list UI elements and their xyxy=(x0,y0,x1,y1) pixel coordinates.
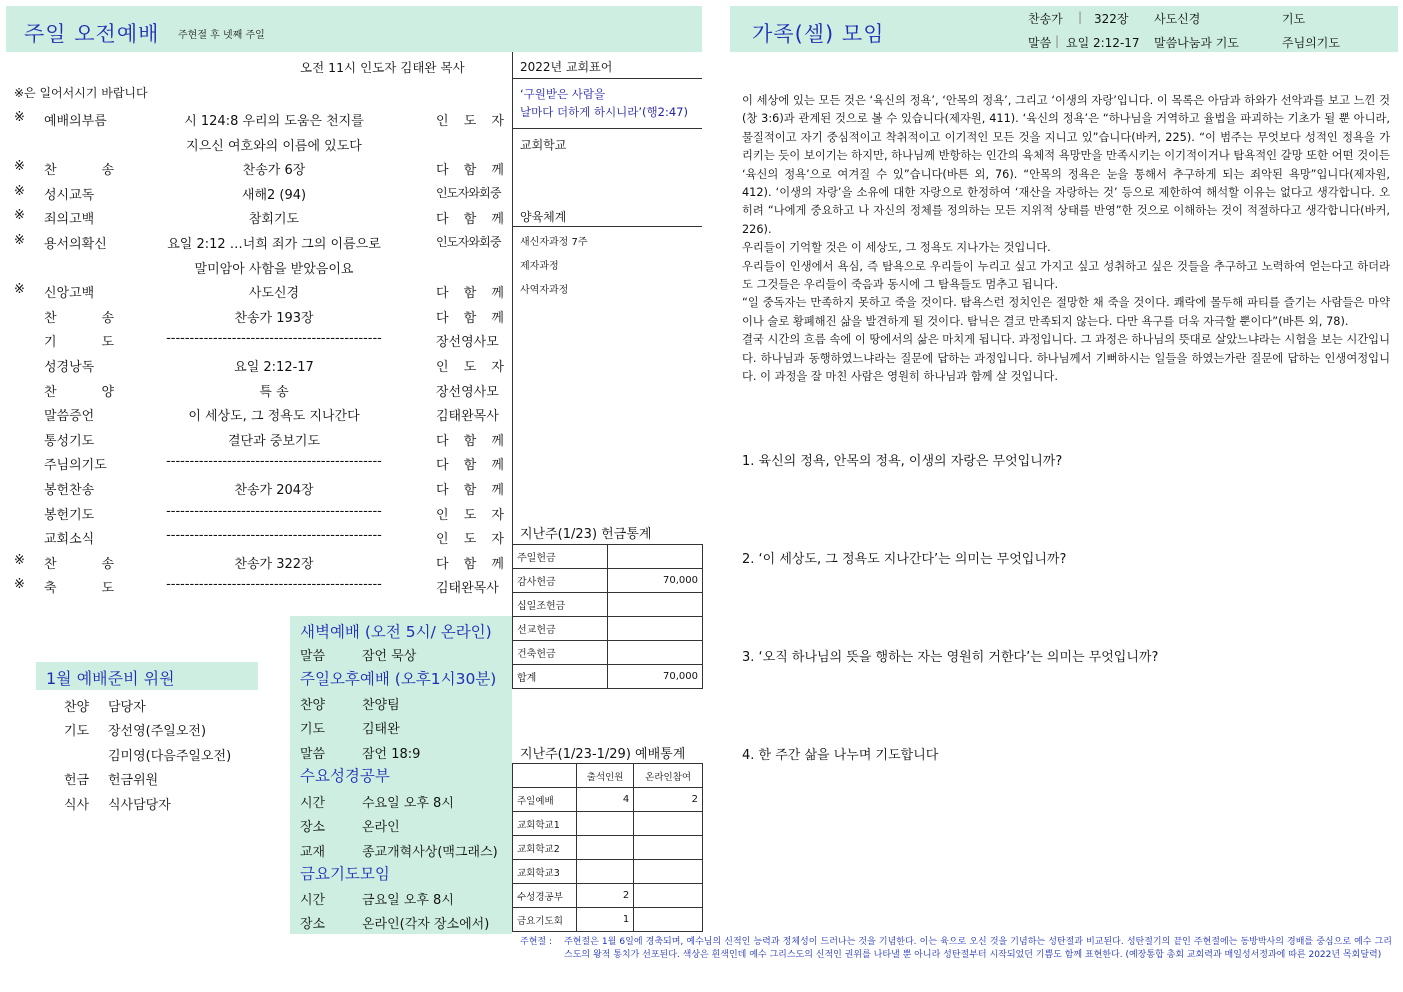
row-value: 온라인 xyxy=(362,820,400,836)
row-label: 장소 xyxy=(300,917,326,933)
attendance-row xyxy=(513,788,703,812)
row-value: 금요일 오후 8시 xyxy=(362,893,454,908)
order-item-name: 예배의부름 xyxy=(44,114,107,129)
dawn-service-title: 새벽예배 (오전 5시/ 온라인) xyxy=(300,623,492,641)
footnote-label: 주현절 : xyxy=(520,937,552,947)
family-grid-cell: 기도 xyxy=(1282,12,1306,26)
offering-title: 지난주(1/23) 헌금통계 xyxy=(520,527,652,542)
order-row xyxy=(0,475,512,499)
offering-row xyxy=(513,641,703,665)
order-item-name: 축 도 xyxy=(44,581,114,597)
offering-value xyxy=(608,641,703,665)
family-grid-cell: 주님의기도 xyxy=(1282,36,1340,50)
course-item: 제자과정 xyxy=(520,261,559,272)
order-item-content: 시 124:8 우리의 도움은 천지를 xyxy=(184,114,364,129)
attendance-header-row xyxy=(513,764,703,788)
order-item-content: ---------------------------------------------- xyxy=(166,331,382,347)
order-item-name: 말씀증언 xyxy=(44,409,95,425)
offering-value: 70,000 xyxy=(608,665,703,689)
order-row xyxy=(0,254,512,278)
family-grid-cell: 말씀 xyxy=(1028,36,1052,50)
offering-value xyxy=(608,593,703,617)
offering-value: 70,000 xyxy=(608,569,703,593)
row-label: 시간 xyxy=(300,893,326,908)
order-item-leader: 다 함 께 xyxy=(436,163,504,179)
row-value: 김태완 xyxy=(362,722,400,738)
order-item-leader: 다 함 께 xyxy=(436,286,504,302)
prep-role: 찬양 xyxy=(64,700,90,715)
footnote-text: 주현절은 1월 6일에 경축되며, 예수님의 신적인 능력과 정체성이 드러나는 것을 기념한다. 이는 육으로 오신 것을 기념하는 성탄절과 비교된다. 성탄절기의 끝인 주현절에는 동방박사의 경배를 중심으로 예수 그리스도의 왕적 통치가 선포된다. 색상은 흰색인데 예수 그리스도의 신적인 권위를 나타낼 뿐 아니라 성탄절부터 시작되었던 기쁨도 함께 표현한다. (예장통합 총회 교회력과 매일성서정과에 따른 2022년 목회달력) xyxy=(564,937,1392,960)
attendance-row xyxy=(513,884,703,908)
article-paragraph: 결국 시간의 흐름 속에 이 땅에서의 삶은 마치게 됩니다. 과정입니다. 그 과정은 하나님의 뜻대로 살았느냐라는 시험을 보는 시간입니다. 하나님과 동행하였느냐라는 질문에 답하는 과정입니다. 하나님께서 기뻐하시는 일들을 하였는가란 질문에 답하는 인생여정입니다. 이 과정을 잘 마친 사람은 영원히 하나님과 함께 살 것입니다. xyxy=(742,333,1390,384)
page-subtitle: 주현절 후 넷째 주일 xyxy=(178,30,265,41)
attendance-label: 수성경공부 xyxy=(513,884,577,908)
order-item-content: 특 송 xyxy=(259,384,289,400)
wednesday-study-title: 수요성경공부 xyxy=(300,767,390,785)
order-item-content: ---------------------------------------------- xyxy=(166,577,382,593)
column-divider xyxy=(512,52,513,619)
offering-row xyxy=(513,569,703,593)
attendance-label: 금요기도회 xyxy=(513,908,577,932)
attendance-value xyxy=(634,836,703,860)
prep-committee-title-bar xyxy=(36,662,258,690)
article-paragraph: 이 세상에 있는 모든 것은 ‘육신의 정욕’, ‘안목의 정욕’, 그리고 ‘이생의 자랑’입니다. 이 목록은 아담과 하와가 선악과를 보고 느낀 것(창 3:6)과 관계된 것으로 볼 수 있습니다(제자원, 411). ‘육신의 정욕’은 “하나님을 거역하고 율법을 파괴하는 기초가 될 뿐 아니라, 물질적이고 자기 중심적이고 착취적이고 이기적인 모든 것을 지니고 있”습니다(바커, 225). “이 범주는 무엇보다 성적인 정욕을 가리키는 듯이 보이기는 하지만, 하나님께 반항하는 인간의 육체적 욕망만을 만족시키는 이기적이거나 탐욕적인 갈망 또한 어떤 것이든 ‘육신의 정욕’으로 여겨질 수 있”습니다(바튼 외, 76). “안목의 정욕은 눈을 통해서 추구하게 되는 죄악된 욕망”입니다(제자원, 412). ‘이생의 자랑’을 소유에 대한 자랑으로 한정하여 ‘재산을 자랑하는 것’ 등으로 제한하여 해석할 이유는 없다고 생각합니다. 오히려 “나에게 중요하고 나 자신의 정체를 정의하는 모든 지위적 상태를 반영”한 것으로 이해하는 것이 적절하다고 생각합니다(바커, 226). xyxy=(742,94,1390,236)
row-label: 말씀 xyxy=(300,746,326,762)
prep-person: 김미영(다음주일오전) xyxy=(108,748,232,764)
order-item-content: 참회기도 xyxy=(248,212,300,228)
attendance-header: 출석인원 xyxy=(577,764,634,788)
attendance-value xyxy=(634,884,703,908)
order-item-content: 말미암아 사함을 받았음이요 xyxy=(194,261,354,277)
attendance-label: 교회학교3 xyxy=(513,860,577,884)
stand-mark: ※ xyxy=(14,282,25,298)
order-row xyxy=(0,500,512,524)
prep-role: 기도 xyxy=(64,724,90,740)
attendance-value xyxy=(577,812,634,836)
row-label: 장소 xyxy=(300,820,326,836)
order-row xyxy=(0,229,512,253)
order-item-leader: 김태완목사 xyxy=(436,581,499,597)
school-label: 교회학교 xyxy=(520,138,567,152)
stand-mark: ※ xyxy=(14,110,25,125)
offering-table xyxy=(512,544,703,689)
question-1: 1. 육신의 정욕, 안목의 정욕, 이생의 자랑은 무엇입니까? xyxy=(742,454,1063,469)
order-item-name: 신앙고백 xyxy=(44,286,95,302)
order-row xyxy=(0,106,512,130)
order-item-name: 기 도 xyxy=(44,335,114,351)
order-item-content: 사도신경 xyxy=(248,286,300,302)
stand-mark: ※ xyxy=(14,208,25,224)
order-item-leader: 인 도 자 xyxy=(436,360,504,375)
order-row xyxy=(0,426,512,450)
order-row xyxy=(0,377,512,401)
nurture-label: 양육체계 xyxy=(520,210,567,224)
attendance-label: 주일예배 xyxy=(513,788,577,812)
order-item-leader: 다 함 께 xyxy=(436,310,504,326)
attendance-row xyxy=(513,908,703,932)
prep-person: 헌금위원 xyxy=(108,773,159,789)
order-row xyxy=(0,524,512,548)
prep-person: 담당자 xyxy=(108,700,146,715)
stand-mark: ※ xyxy=(14,577,25,593)
attendance-row xyxy=(513,812,703,836)
row-value: 온라인(각자 장소에서) xyxy=(362,917,490,933)
sermon-article xyxy=(742,92,1390,387)
attendance-row xyxy=(513,836,703,860)
article-paragraph: 우리들이 인생에서 욕심, 즉 탐욕으로 우리들이 누리고 싶고 가지고 싶고 성취하고 싶은 것들을 추구하고 노력하여 얻는다고 하더라도 그것들은 우리들이 죽음과 동시에 그 탐욕들도 멈추고 됩니다. xyxy=(742,259,1390,292)
page-title: 주일 오전예배 xyxy=(24,22,160,46)
attendance-value xyxy=(634,908,703,932)
order-item-leader: 다 함 께 xyxy=(436,458,504,474)
family-grid-cell: 찬송가 xyxy=(1028,12,1063,26)
prep-committee-title: 1월 예배준비 위원 xyxy=(46,669,175,688)
stand-mark: ※ xyxy=(14,552,25,568)
order-item-leader: 다 함 께 xyxy=(436,483,504,498)
row-value: 수요일 오후 8시 xyxy=(362,796,454,811)
divider xyxy=(512,78,702,79)
services-block xyxy=(290,616,512,934)
order-item-name: 찬 송 xyxy=(44,556,114,572)
order-item-leader: 김태완목사 xyxy=(436,409,499,425)
afternoon-service-title: 주일오후예배 (오후1시30분) xyxy=(300,670,497,688)
stand-mark: ※ xyxy=(14,183,25,199)
course-item: 사역자과정 xyxy=(520,285,569,296)
row-label: 찬양 xyxy=(300,698,326,713)
row-value: 종교개혁사상(맥그래스) xyxy=(362,844,498,860)
article-paragraph: 우리들이 기억할 것은 이 세상도, 그 정욕도 지나가는 것입니다. xyxy=(742,241,1051,255)
question-4: 4. 한 주간 삶을 나누며 기도합니다 xyxy=(742,748,939,763)
order-item-name: 죄의고백 xyxy=(44,212,95,228)
order-item-name: 찬 양 xyxy=(44,384,114,400)
row-label: 기도 xyxy=(300,722,326,738)
prep-person: 장선영(주일오전) xyxy=(108,724,207,740)
offering-label: 주일헌금 xyxy=(513,545,608,569)
question-2: 2. ‘이 세상도, 그 정욕도 지나간다’는 의미는 무엇입니까? xyxy=(742,552,1067,567)
order-item-name: 교회소식 xyxy=(44,532,95,548)
offering-row xyxy=(513,617,703,641)
attendance-value xyxy=(634,812,703,836)
order-item-leader: 인도자와회중 xyxy=(436,235,501,249)
offering-label: 감사헌금 xyxy=(513,569,608,593)
order-row xyxy=(0,278,512,302)
order-item-leader: 장선영사모 xyxy=(436,384,499,400)
course-item: 새신자과정 7주 xyxy=(520,237,588,248)
order-item-name: 주님의기도 xyxy=(44,458,107,474)
order-item-leader: 인도자와회중 xyxy=(436,185,501,200)
motto-line: ‘구원받은 사람을 xyxy=(520,87,606,101)
order-item-name: 봉헌기도 xyxy=(44,507,95,523)
order-item-content: 찬송가 193장 xyxy=(234,310,314,326)
order-item-content: 지으신 여호와의 이름에 있도다 xyxy=(186,138,362,154)
order-item-content: 요일 2:12-17 xyxy=(234,360,314,375)
attendance-value xyxy=(577,860,634,884)
attendance-value xyxy=(634,860,703,884)
family-grid-cell: 사도신경 xyxy=(1154,12,1201,26)
order-item-leader: 인 도 자 xyxy=(436,114,504,129)
offering-label: 십일조헌금 xyxy=(513,593,608,617)
row-value: 잠언 묵상 xyxy=(362,649,417,664)
divider: | xyxy=(1055,34,1060,48)
family-title: 가족(셀) 모임 xyxy=(752,22,885,46)
order-item-content: 이 세상도, 그 정욕도 지나간다 xyxy=(188,409,360,425)
order-row xyxy=(0,450,512,474)
friday-prayer-title: 금요기도모임 xyxy=(300,865,390,883)
row-label: 교재 xyxy=(300,844,326,860)
order-row xyxy=(0,180,512,204)
attendance-header xyxy=(513,764,577,788)
order-item-name: 봉헌찬송 xyxy=(44,483,95,498)
stand-note: ※은 일어서시기 바랍니다 xyxy=(14,86,148,100)
order-item-name: 성경낭독 xyxy=(44,360,95,375)
family-grid-cell: 말씀나눔과 기도 xyxy=(1154,36,1239,50)
attendance-value: 2 xyxy=(577,884,634,908)
offering-row xyxy=(513,665,703,689)
order-row xyxy=(0,401,512,425)
order-item-leader: 다 함 께 xyxy=(436,433,504,449)
stand-mark: ※ xyxy=(14,233,25,248)
order-item-content: 찬송가 322장 xyxy=(234,556,314,572)
order-item-name: 찬 송 xyxy=(44,163,114,179)
attendance-value: 1 xyxy=(577,908,634,932)
order-item-content: 찬송가 6장 xyxy=(242,163,306,179)
attendance-value xyxy=(577,836,634,860)
offering-label: 합계 xyxy=(513,665,608,689)
motto-title: 2022년 교회표어 xyxy=(520,60,613,74)
prep-role: 식사 xyxy=(64,797,90,813)
order-row xyxy=(0,131,512,155)
order-item-content: ---------------------------------------------- xyxy=(166,503,382,519)
order-item-content: 새해2 (94) xyxy=(241,187,307,203)
order-item-leader: 다 함 께 xyxy=(436,212,504,228)
order-row xyxy=(0,303,512,327)
attendance-label: 교회학교1 xyxy=(513,812,577,836)
attendance-value: 4 xyxy=(577,788,634,812)
order-item-name: 용서의확신 xyxy=(44,237,107,252)
family-title-bar xyxy=(730,6,1398,52)
order-item-content: ---------------------------------------------- xyxy=(166,528,382,544)
family-grid-cell: 322장 xyxy=(1094,12,1129,26)
order-item-content: 결단과 중보기도 xyxy=(227,433,321,449)
attendance-label: 교회학교2 xyxy=(513,836,577,860)
prep-person: 식사담당자 xyxy=(108,797,171,813)
prep-role: 헌금 xyxy=(64,773,90,789)
divider xyxy=(512,226,702,227)
order-row xyxy=(0,573,512,597)
attendance-header: 온라인참여 xyxy=(634,764,703,788)
order-item-name: 성시교독 xyxy=(44,187,95,203)
order-item-content: 찬송가 204장 xyxy=(234,483,314,498)
order-item-name: 통성기도 xyxy=(44,433,95,449)
order-row xyxy=(0,549,512,573)
order-item-leader: 인 도 자 xyxy=(436,532,504,548)
offering-label: 선교헌금 xyxy=(513,617,608,641)
article-paragraph: “일 중독자는 만족하지 못하고 죽을 것이다. 탐욕스런 정치인은 절망한 채 죽을 것이다. 쾌락에 몰두해 파티를 즐기는 사람들은 마약이나 술로 황폐해진 삶을 발견하게 될 것이다. 탐닉은 결코 만족되지 않는다. 다만 욕구를 더욱 자극할 뿐이다”(바튼 외, 78). xyxy=(742,296,1390,328)
stand-mark: ※ xyxy=(14,159,25,175)
offering-value xyxy=(608,545,703,569)
attendance-title: 지난주(1/23-1/29) 예배통계 xyxy=(520,747,686,762)
worship-title-bar xyxy=(6,6,702,52)
divider xyxy=(512,128,702,129)
order-item-leader: 장선영사모 xyxy=(436,335,499,351)
divider: | xyxy=(1078,10,1083,24)
order-row xyxy=(0,204,512,228)
offering-row xyxy=(513,545,703,569)
row-value: 찬양팀 xyxy=(362,698,400,713)
family-grid-cell: 요일 2:12-17 xyxy=(1066,36,1140,50)
offering-row xyxy=(513,593,703,617)
order-row xyxy=(0,352,512,376)
question-3: 3. ‘오직 하나님의 뜻을 행하는 자는 영원히 거한다’는 의미는 무엇입니까? xyxy=(742,650,1159,665)
officiant-line: 오전 11시 인도자 김태완 목사 xyxy=(300,60,465,75)
offering-label: 건축헌금 xyxy=(513,641,608,665)
order-item-content: 요일 2:12 …너희 죄가 그의 이름으로 xyxy=(167,237,381,252)
order-item-leader: 인 도 자 xyxy=(436,507,504,523)
order-item-name: 찬 송 xyxy=(44,310,114,326)
motto-line: 날마다 더하게 하시니라’(행2:47) xyxy=(520,105,688,119)
row-value: 잠언 18:9 xyxy=(362,746,421,762)
order-item-content: ---------------------------------------------- xyxy=(166,454,382,470)
row-label: 시간 xyxy=(300,796,326,811)
order-item-leader: 다 함 께 xyxy=(436,556,504,572)
order-row xyxy=(0,327,512,351)
attendance-table xyxy=(512,763,703,932)
order-row xyxy=(0,155,512,179)
row-label: 말씀 xyxy=(300,649,326,664)
offering-value xyxy=(608,617,703,641)
attendance-row xyxy=(513,860,703,884)
attendance-value: 2 xyxy=(634,788,703,812)
